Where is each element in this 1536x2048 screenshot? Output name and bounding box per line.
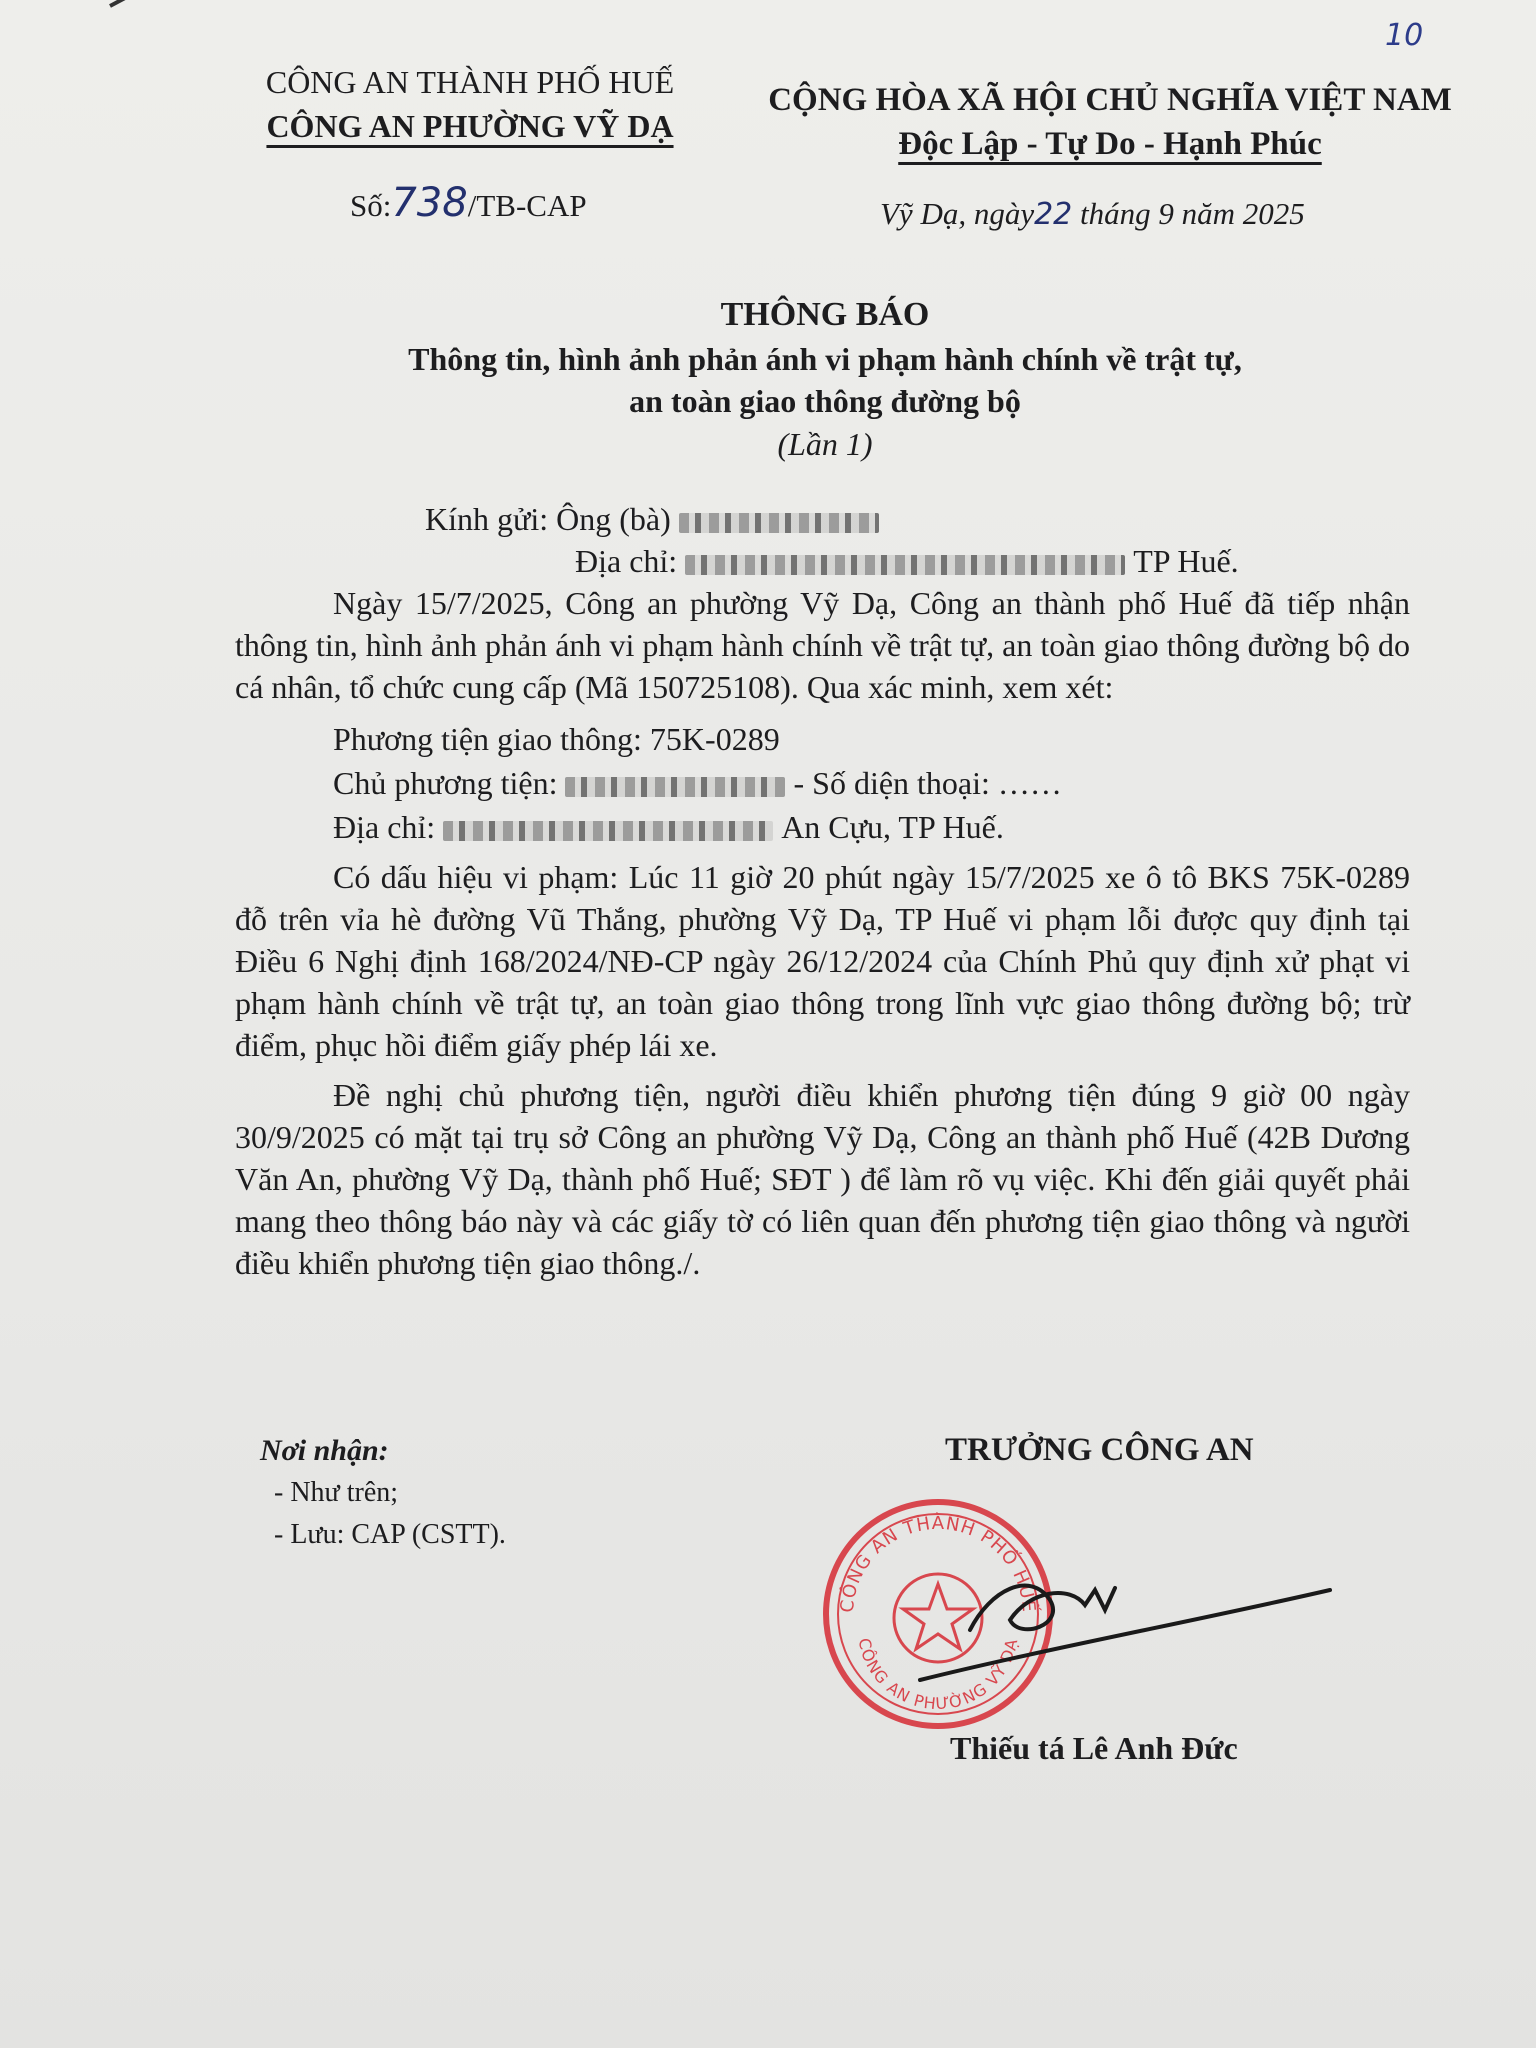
title-main: THÔNG BÁO [720, 296, 930, 333]
receivers-block [260, 1430, 506, 1556]
redacted-address [685, 555, 1125, 575]
country-name: CỘNG HÒA XÃ HỘI CHỦ NGHĨA VIỆT NAM [768, 82, 1452, 118]
date-suffix: tháng 9 năm 2025 [1080, 196, 1305, 231]
handwritten-signature [900, 1530, 1340, 1700]
document-number [350, 180, 587, 226]
title-note: (Lần 1) [777, 426, 873, 462]
title-sub-2: an toàn giao thông đường bộ [629, 383, 1021, 419]
receivers-heading: Nơi nhận: [260, 1434, 389, 1467]
title-sub-1: Thông tin, hình ảnh phản ánh vi phạm hành chính về trật tự, [408, 341, 1242, 377]
redacted-owner-address [443, 821, 773, 841]
paragraph-violation: Có dấu hiệu vi phạm: Lúc 11 giờ 20 phút ngày 15/7/2025 xe ô tô BKS 75K-0289 đỗ trên vỉa hè đường Vũ Thắng, phường Vỹ Dạ, TP Huế vi phạm lỗi được quy định tại Điều 6 Nghị định 168/2024/NĐ-CP ngày 26/12/2024 của Chính Phủ quy định xử phạt vi phạm hành chính về trật tự, an toàn giao thông trong lĩnh vực giao thông đường bộ; trừ điểm, phục hồi điểm giấy phép lái xe. [235, 859, 1410, 1063]
document-title [250, 292, 1400, 466]
agency-name: CÔNG AN PHƯỜNG VỸ DẠ [266, 108, 674, 144]
redacted-name [679, 513, 879, 533]
signer-title: TRƯỞNG CÔNG AN [945, 1432, 1254, 1468]
receiver-item: - Lưu: CAP (CSTT). [274, 1519, 506, 1550]
seal-text-top: CÔNG AN THÀNH PHỐ HUẾ [836, 1512, 1040, 1614]
receiver-item: - Như trên; [274, 1477, 399, 1508]
number-prefix: Số: [350, 188, 392, 223]
address-tail: TP Huế. [1133, 543, 1239, 579]
address-label: Địa chỉ: [575, 543, 678, 579]
national-header [760, 78, 1460, 166]
date-day: 22 [1034, 197, 1073, 232]
paragraph-request: Đề nghị chủ phương tiện, người điều khiển phương tiện đúng 9 giờ 00 ngày 30/9/2025 có mặt tại trụ sở Công an phường Vỹ Dạ, Công an thành phố Huế (42B Dương Văn An, phường Vỹ Dạ, thành phố Huế; SĐT ) để làm rõ vụ việc. Khi đến giải quyết phải mang theo thông báo này và các giấy tờ có liên quan đến phương tiện giao thông và người điều khiển phương tiện giao thông./. [235, 1077, 1410, 1281]
owner-label: Chủ phương tiện: [333, 765, 558, 801]
page-number: 10 [1385, 18, 1424, 53]
agency-parent: CÔNG AN THÀNH PHỐ HUẾ [265, 64, 675, 100]
recipient-line [235, 498, 1410, 540]
redacted-owner [565, 777, 785, 797]
owner-line [235, 762, 1410, 804]
owner-phone: - Số diện thoại: …… [793, 765, 1062, 801]
vehicle-line: Phương tiện giao thông: 75K-0289 [333, 721, 780, 757]
seal-text-bottom: CÔNG AN PHƯỜNG VỸ DẠ [854, 1636, 1022, 1714]
owner-address-line [235, 806, 1410, 848]
recipient-label: Kính gửi: Ông (bà) [425, 501, 671, 537]
number-suffix: /TB-CAP [467, 188, 587, 223]
pen-mark [109, 0, 182, 8]
number-handwritten: 738 [391, 180, 468, 226]
date-prefix: Vỹ Dạ, ngày [880, 196, 1035, 231]
motto: Độc Lập - Tự Do - Hạnh Phúc [898, 126, 1322, 162]
owner-address-label: Địa chỉ: [333, 809, 436, 845]
issuing-agency [245, 60, 695, 148]
paragraph-intro: Ngày 15/7/2025, Công an phường Vỹ Dạ, Công an thành phố Huế đã tiếp nhận thông tin, hình ảnh phản ánh vi phạm hành chính về trật tự, an toàn giao thông đường bộ do cá nhân, tổ chức cung cấp (Mã 150725108). Qua xác minh, xem xét: [235, 585, 1410, 705]
signer-name: Thiếu tá Lê Anh Đức [950, 1730, 1238, 1766]
document-body [235, 498, 1410, 1284]
recipient-address [235, 540, 1410, 582]
issue-date [880, 196, 1305, 232]
owner-address-tail: An Cựu, TP Huế. [781, 809, 1004, 845]
